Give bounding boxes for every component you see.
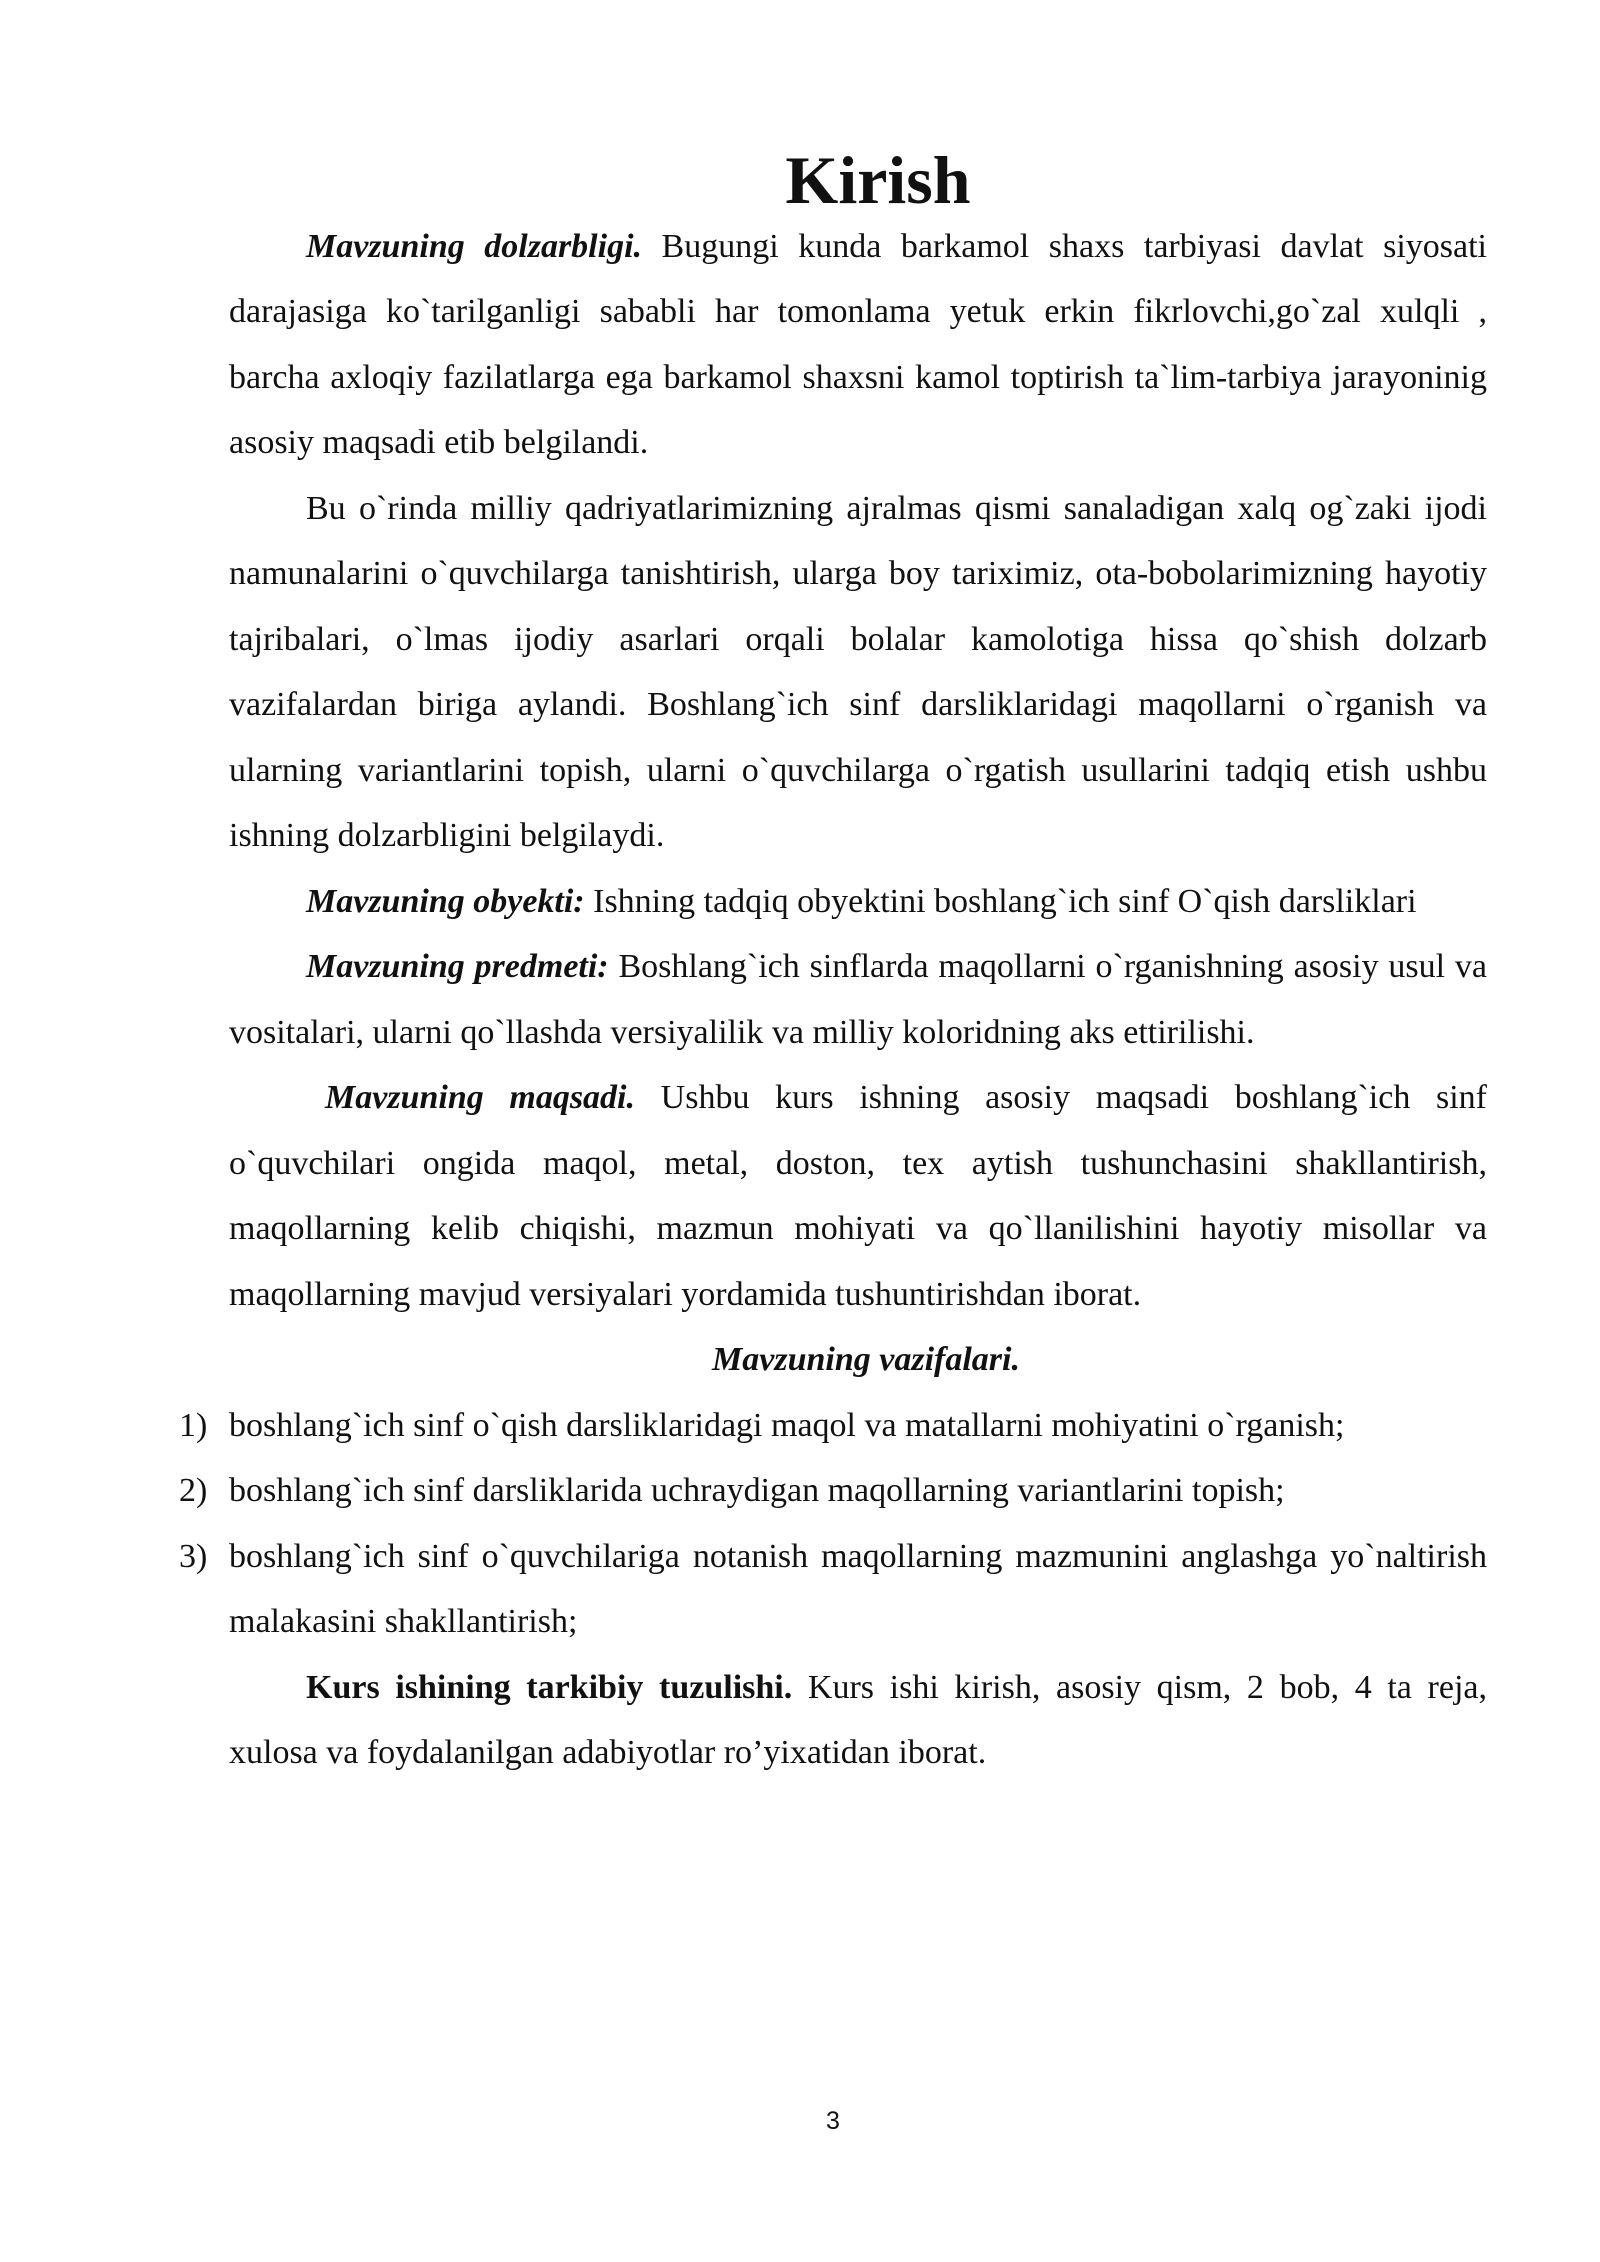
- document-body: [179, 142, 1487, 1786]
- object-lead: Mavzuning obyekti:: [306, 882, 585, 920]
- structure-text: Kurs ishi kirish, asosiy qism, 2 bob, 4 ta reja, xulosa va foydalanilgan adabiyotlar ro’yixatidan iborat.: [229, 1668, 1487, 1771]
- paragraph-relevance: [229, 214, 1487, 476]
- goal-text: Ushbu kurs ishning asosiy maqsadi boshlang`ich sinf o`quvchilari ongida maqol, metal, doston, tex aytish tushunchasini shakllantirish, maqollarning kelib chiqishi, mazmun mohiyati va qo`llanilishini hayotiy misollar va maqollarning mavjud versiyalari yordamida tushuntirishdan iborat.: [229, 1079, 1487, 1313]
- paragraph-structure: [229, 1655, 1487, 1786]
- task-item: [179, 1393, 1487, 1459]
- task-text: boshlang`ich sinf o`qish darsliklaridagi maqol va matallarni mohiyatini o`rganish;: [229, 1406, 1345, 1444]
- paragraph-goal: [229, 1065, 1487, 1327]
- page-number: 3: [826, 2107, 840, 2135]
- task-number: 3): [179, 1537, 208, 1575]
- paragraph-subject: [229, 934, 1487, 1065]
- task-text: boshlang`ich sinf o`quvchilariga notanish maqollarning mazmunini anglashga yo`naltirish malakasini shakllantirish;: [229, 1537, 1487, 1640]
- goal-lead: Mavzuning maqsadi.: [325, 1079, 636, 1116]
- paragraph-context: Bu o`rinda milliy qadriyatlarimizning ajralmas qismi sanaladigan xalq og`zaki ijodi namunalarini o`quvchilarga tanishtirish, ularga boy tariximiz, ota-bobolarimizning hayotiy tajribalari, o`lmas ijodiy asarlari orqali bolalar kamolotiga hissa qo`shish dolzarb vazifalardan biriga aylandi. Boshlang`ich sinf darsliklaridagi maqollarni o`rganish va ularning variantlarini topish, ularni o`quvchilarga o`rgatish usullarini tadqiq etish ushbu ishning dolzarbligini belgilaydi.: [229, 489, 1487, 854]
- object-text: Ishning tadqiq obyektini boshlang`ich sinf O`qish darsliklari: [584, 882, 1417, 920]
- paragraph-object: [229, 869, 1487, 935]
- task-text: boshlang`ich sinf darsliklarida uchraydigan maqollarning variantlarini topish;: [229, 1472, 1285, 1509]
- task-number: 2): [179, 1472, 208, 1509]
- subject-text: Boshlang`ich sinflarda maqollarni o`rganishning asosiy usul va vositalari, ularni qo`llashda versiyalilik va milliy koloridning aks ettirilishi.: [229, 948, 1487, 1051]
- task-item: [179, 1458, 1487, 1524]
- task-item: [179, 1524, 1487, 1655]
- tasks-heading: Mavzuning vazifalari.: [712, 1341, 1020, 1378]
- tasks-list: [179, 1393, 1487, 1655]
- structure-lead: Kurs ishining tarkibiy tuzulishi.: [306, 1668, 793, 1706]
- page-title: Kirish: [785, 142, 971, 218]
- relevance-text: Bugungi kunda barkamol shaxs tarbiyasi davlat siyosati darajasiga ko`tarilganligi sababli har tomonlama yetuk erkin fikrlovchi,go`zal xulqli , barcha axloqiy fazilatlarga ega barkamol shaxsni kamol toptirish ta`lim-tarbiya jarayoninig asosiy maqsadi etib belgilandi.: [229, 227, 1487, 461]
- relevance-lead: Mavzuning dolzarbligi.: [306, 227, 643, 265]
- subject-lead: Mavzuning predmeti:: [306, 948, 609, 985]
- task-number: 1): [179, 1406, 208, 1444]
